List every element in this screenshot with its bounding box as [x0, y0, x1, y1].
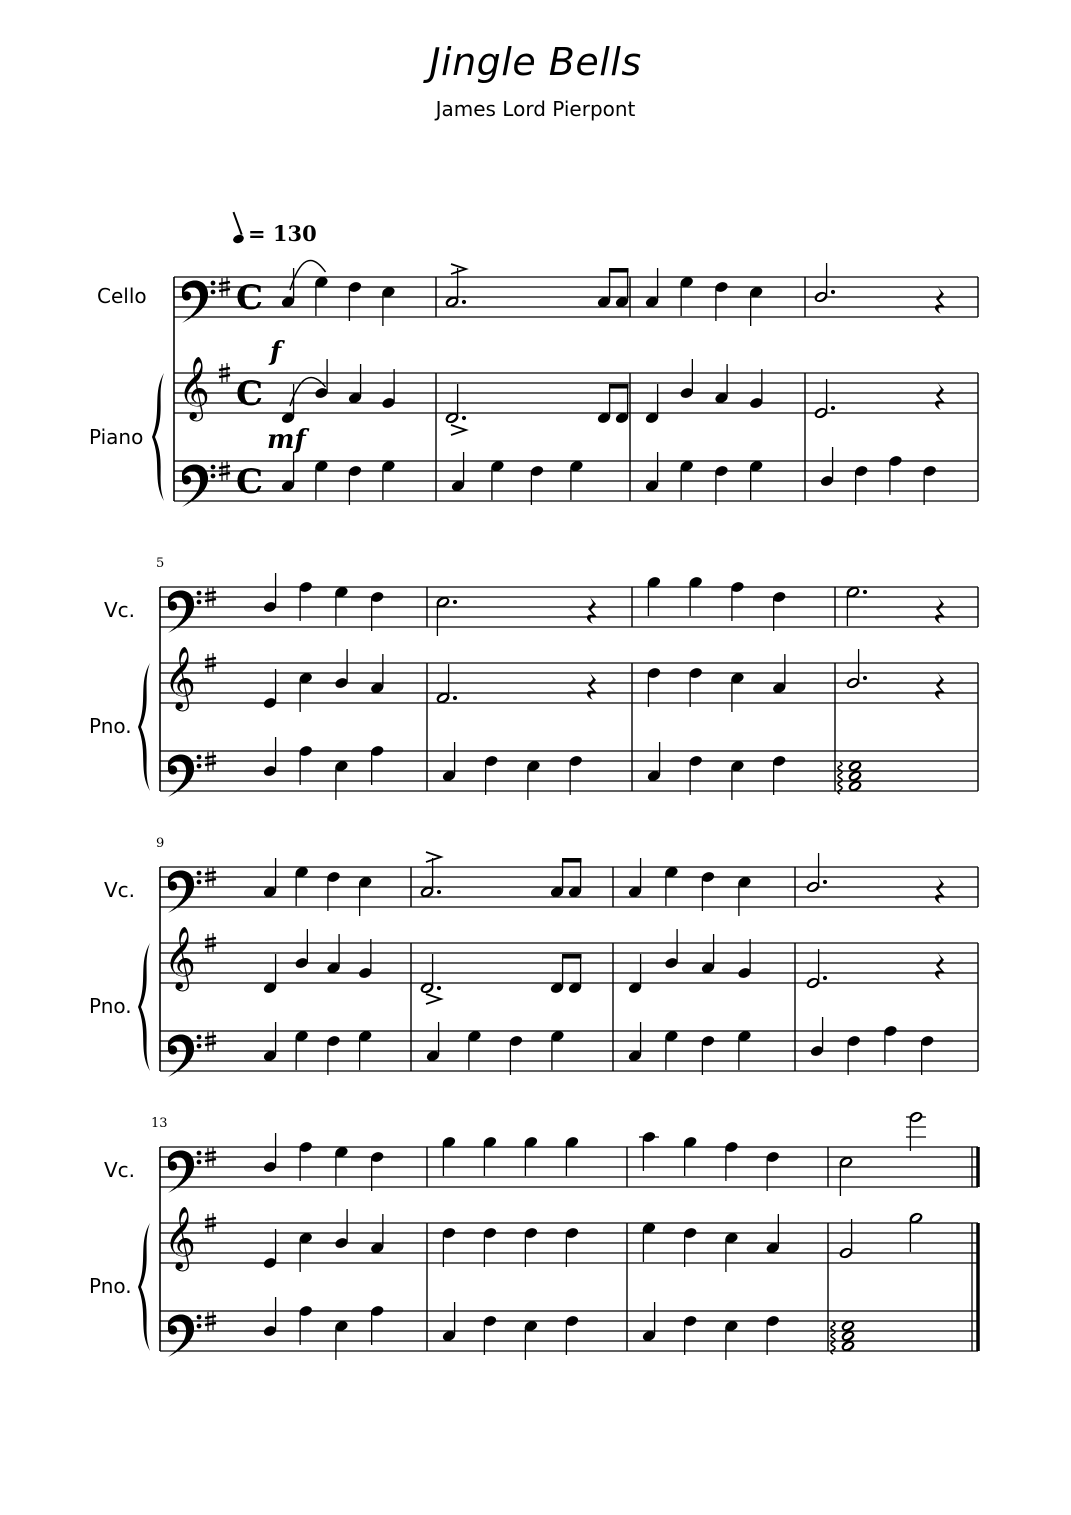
beam [609, 268, 629, 273]
sharp [205, 592, 216, 594]
augmentation-dot [437, 890, 441, 894]
piano-brace [138, 943, 150, 1071]
composer-name: James Lord Pierpont [435, 97, 636, 121]
quarter-rest [935, 383, 945, 410]
augmentation-dot [863, 676, 867, 680]
quarter-rest [587, 597, 597, 624]
bass-clef-dot [211, 290, 216, 295]
beam [609, 384, 629, 389]
bass-clef-dot [211, 474, 216, 479]
common-time: C [236, 374, 264, 414]
augmentation-dot [823, 976, 827, 980]
piano-brace [152, 373, 164, 501]
augmentation-dot [831, 406, 835, 410]
beam [562, 954, 582, 959]
measure-number: 9 [156, 836, 165, 851]
quarter-rest [935, 597, 945, 624]
accent [426, 994, 441, 1004]
sharp [219, 368, 230, 370]
measure-number: 13 [151, 1116, 168, 1131]
sharp [205, 938, 216, 940]
sharp [205, 1043, 216, 1045]
treble-clef: 𝄞 [164, 926, 196, 989]
measure-number: 5 [156, 556, 165, 571]
augmentation-dot [831, 290, 835, 294]
dynamic-mezzo-forte: mf [267, 425, 306, 455]
augmentation-dot [823, 880, 827, 884]
sharp [205, 872, 216, 874]
sharp [219, 289, 230, 291]
arpeggio [831, 1322, 835, 1354]
sharp [219, 375, 230, 377]
beam [562, 858, 582, 863]
bass-clef-dot [197, 1151, 202, 1156]
sharp [219, 282, 230, 284]
instrument-label-cello-short: Vc. [104, 598, 136, 622]
sharp [205, 1036, 216, 1038]
common-time: C [236, 462, 264, 502]
augmentation-dot [462, 300, 466, 304]
sharp [205, 1323, 216, 1325]
quarter-rest [587, 673, 597, 700]
sharp [205, 1152, 216, 1154]
instrument-label-piano-short: Pno. [89, 714, 132, 738]
sharp [205, 1159, 216, 1161]
augmentation-dot [437, 986, 441, 990]
sharp [205, 756, 216, 758]
accent [451, 264, 466, 274]
augmentation-dot [863, 590, 867, 594]
tempo-value: = 130 [248, 221, 317, 246]
treble-clef: 𝄞 [178, 356, 210, 419]
common-time: C [236, 278, 264, 318]
instrument-label-piano-short: Pno. [89, 994, 132, 1018]
bass-clef-dot [197, 591, 202, 596]
sharp [205, 658, 216, 660]
bass-clef-dot [197, 600, 202, 605]
accent [426, 852, 441, 862]
quarter-rest [935, 953, 945, 980]
instrument-label-piano: Piano [89, 425, 144, 449]
quarter-rest [935, 877, 945, 904]
sharp [205, 599, 216, 601]
piano-brace [138, 663, 150, 791]
bass-clef-dot [197, 1044, 202, 1049]
quarter-rest [935, 287, 945, 314]
instrument-label-piano-short: Pno. [89, 1274, 132, 1298]
sharp [205, 665, 216, 667]
bass-clef-dot [197, 1324, 202, 1329]
score-title: Jingle Bells [429, 40, 642, 84]
bass-clef-dot [197, 880, 202, 885]
treble-clef: 𝄞 [164, 1206, 196, 1269]
accent [451, 425, 466, 435]
bass-clef-dot [211, 281, 216, 286]
sharp [219, 466, 230, 468]
instrument-label-cello: Cello [97, 284, 147, 308]
bass-clef-dot [197, 1160, 202, 1165]
sharp [205, 879, 216, 881]
quarter-rest [935, 673, 945, 700]
sharp [205, 763, 216, 765]
augmentation-dot [453, 696, 457, 700]
bass-clef-dot [197, 764, 202, 769]
sharp [219, 473, 230, 475]
instrument-label-cello-short: Vc. [104, 1158, 136, 1182]
bass-clef-dot [197, 1035, 202, 1040]
sharp [205, 1218, 216, 1220]
treble-clef: 𝄞 [164, 646, 196, 709]
bass-clef-dot [197, 871, 202, 876]
bass-clef-dot [211, 465, 216, 470]
arpeggio [838, 762, 842, 794]
augmentation-dot [453, 600, 457, 604]
bass-clef-dot [197, 755, 202, 760]
bass-clef-dot [197, 1315, 202, 1320]
augmentation-dot [462, 416, 466, 420]
dynamic-forte: f [270, 337, 282, 367]
instrument-label-cello-short: Vc. [104, 878, 136, 902]
piano-brace [138, 1223, 150, 1351]
sharp [205, 945, 216, 947]
sharp [205, 1225, 216, 1227]
sharp [205, 1316, 216, 1318]
